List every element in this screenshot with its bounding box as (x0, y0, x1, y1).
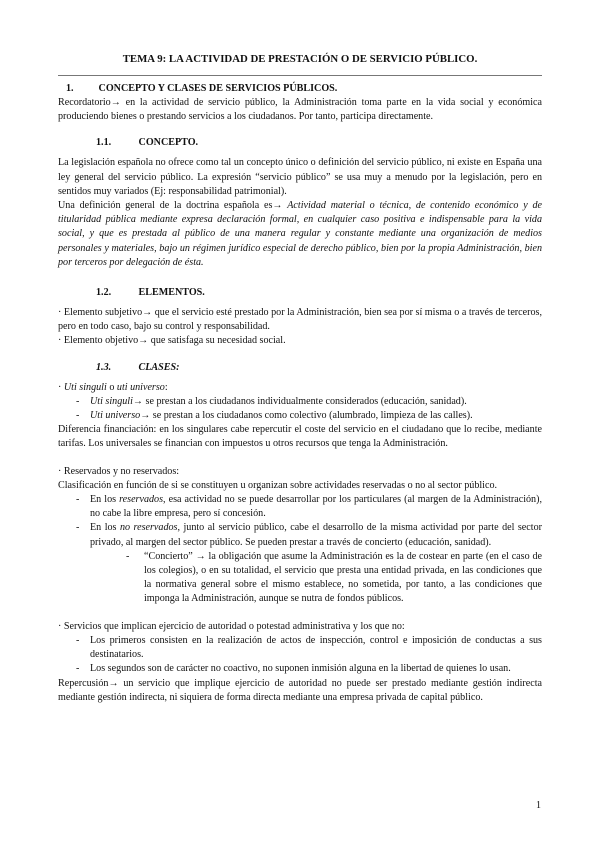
colon: : (164, 381, 168, 393)
reservados-intro: Clasificación en función de si se constituyen u organizan sobre actividades reservadas o no al sector público. (58, 479, 498, 491)
uti-list (58, 395, 542, 423)
list-item: - Los primeros consisten en la realización de actos de inspección, control e imposición de conductas a sus destinatarios. (58, 634, 542, 662)
section-1-1-heading (58, 136, 542, 150)
definition: , esa actividad no se puede desarrollar por los particulares (al margen de la Administración), no cabe la libre empresa, pero sí concesión. (90, 494, 542, 520)
list-item: - “Concierto” → la obligación que asume la Administración es la de costear en parte (en el caso de los colegios), o en su totalidad, el servicio que presta una entidad privada, en las condiciones que la normativa general sobre el mismo establece, no sometida, por tanto, a las condiciones que imponga la Administración, aunque se nutra de fondos públicos. (58, 550, 542, 607)
intro-label: Recordatorio→ (58, 97, 121, 108)
definition-lead: Una definición general de la doctrina española es→ (58, 200, 288, 212)
section-1-3-title: CLASES: (138, 361, 180, 373)
concepto-paragraph-1: La legislación española no ofrece como tal un concepto único o definición del servicio público, ni existe en España una ley general del servicio público. La expresión “servicio público” se usa muy a menudo por la legislación, pero en sentidos muy variados (Ej: responsabilidad patrimonial). (58, 157, 542, 197)
section-1-1-number: 1.1. (96, 137, 112, 149)
spacer (58, 452, 542, 465)
definition-text: Actividad material o técnica, de contenido económico y de titularidad pública mediante expresa declaración formal, en cualquier caso positiva e indispensable para la vida social, y que es prestada al público de una manera regular y constante mediante una organización de medios personales y materiales, bajo un régimen jurídico especial de derecho público, bien por la propia Administración, bien por terceros por delegación de ésta. (58, 200, 543, 268)
term: Uti universo (90, 410, 141, 422)
term: Uti singuli (90, 395, 133, 407)
page-title: TEMA 9: LA ACTIVIDAD DE PRESTACIÓN O DE SERVICIO PÚBLICO. (122, 53, 478, 65)
section-1-number: 1. (66, 83, 74, 94)
list-item (58, 521, 542, 549)
diferencia-financiacion: Diferencia financiación: en los singulares cabe repercutir el coste del servicio en el ciudadano que lo recibe, mediante tarifas. Los universales se financian con impuestos u otros recursos que tenga la Administración. (58, 424, 542, 450)
elemento-subjetivo: · Elemento subjetivo→ que el servicio esté prestado por la Administración, bien sea por sí misma o a través de terceros, pero en todo caso, bajo su control y responsabilidad. (58, 307, 542, 333)
list-item (58, 395, 542, 409)
document-page (58, 52, 542, 705)
uti-singuli-label: Uti singuli (63, 381, 107, 393)
spacer (58, 607, 542, 620)
intro-text: en la actividad de servicio público, la Administración toma parte en la vida social y económica produciendo bienes o prestando servicios a los ciudadanos. Por tanto, participa directamente. (58, 97, 542, 123)
concierto-list (58, 550, 542, 607)
title-divider (58, 75, 542, 76)
autoridad-heading: · Servicios que implican ejercicio de autoridad o potestad administrativa y los que no: (58, 620, 405, 632)
bullet-dot: · (58, 381, 64, 393)
definition: , junto al servicio público, cabe el desarrollo de la misma actividad por parte del sector privado, al margen del sector público. Se pueden prestar a través de concierto (educación, sanidad). (90, 522, 542, 548)
section-1-3-number: 1.3. (96, 361, 112, 373)
section-1-1-title: CONCEPTO. (138, 137, 199, 149)
section-1-intro (58, 96, 542, 124)
lead: En los (90, 494, 120, 506)
term: no reservados (119, 522, 178, 534)
repercusion-paragraph: Repercusión→ un servicio que implique ejercicio de autoridad no puede ser prestado mediante gestión indirecta mediante gestión indirecta, ni siquiera de forma directa mediante una empresa privada de capital público. (58, 677, 542, 703)
section-1-2-title: ELEMENTOS. (138, 287, 205, 299)
page-number: 1 (536, 800, 541, 811)
term: reservados (119, 494, 164, 506)
section-1-2-heading (58, 286, 542, 300)
concepto-paragraph-2 (58, 199, 542, 270)
definition: → se prestan a los ciudadanos como colectivo (alumbrado, limpieza de las calles). (140, 410, 473, 422)
uti-universo-label: uti universo (116, 381, 165, 393)
uti-heading (58, 381, 542, 395)
autoridad-list (58, 634, 542, 677)
definition: → se prestan a los ciudadanos individualmente considerados (educación, sanidad). (132, 395, 467, 407)
connector: o (106, 381, 117, 393)
section-1-3-heading (58, 361, 542, 375)
list-item (58, 493, 542, 521)
elemento-objetivo: · Elemento objetivo→ que satisfaga su necesidad social. (58, 335, 286, 347)
list-item (58, 409, 542, 423)
section-1-heading (58, 82, 542, 96)
section-1-2-number: 1.2. (96, 287, 112, 299)
section-1-title: CONCEPTO Y CLASES DE SERVICIOS PÚBLICOS. (98, 83, 338, 94)
list-item: - Los segundos son de carácter no coactivo, no suponen inmisión alguna en la libertad de quienes lo usan. (58, 662, 542, 676)
reservados-list (58, 493, 542, 550)
lead: En los (90, 522, 120, 534)
reservados-heading: · Reservados y no reservados: (58, 465, 180, 477)
